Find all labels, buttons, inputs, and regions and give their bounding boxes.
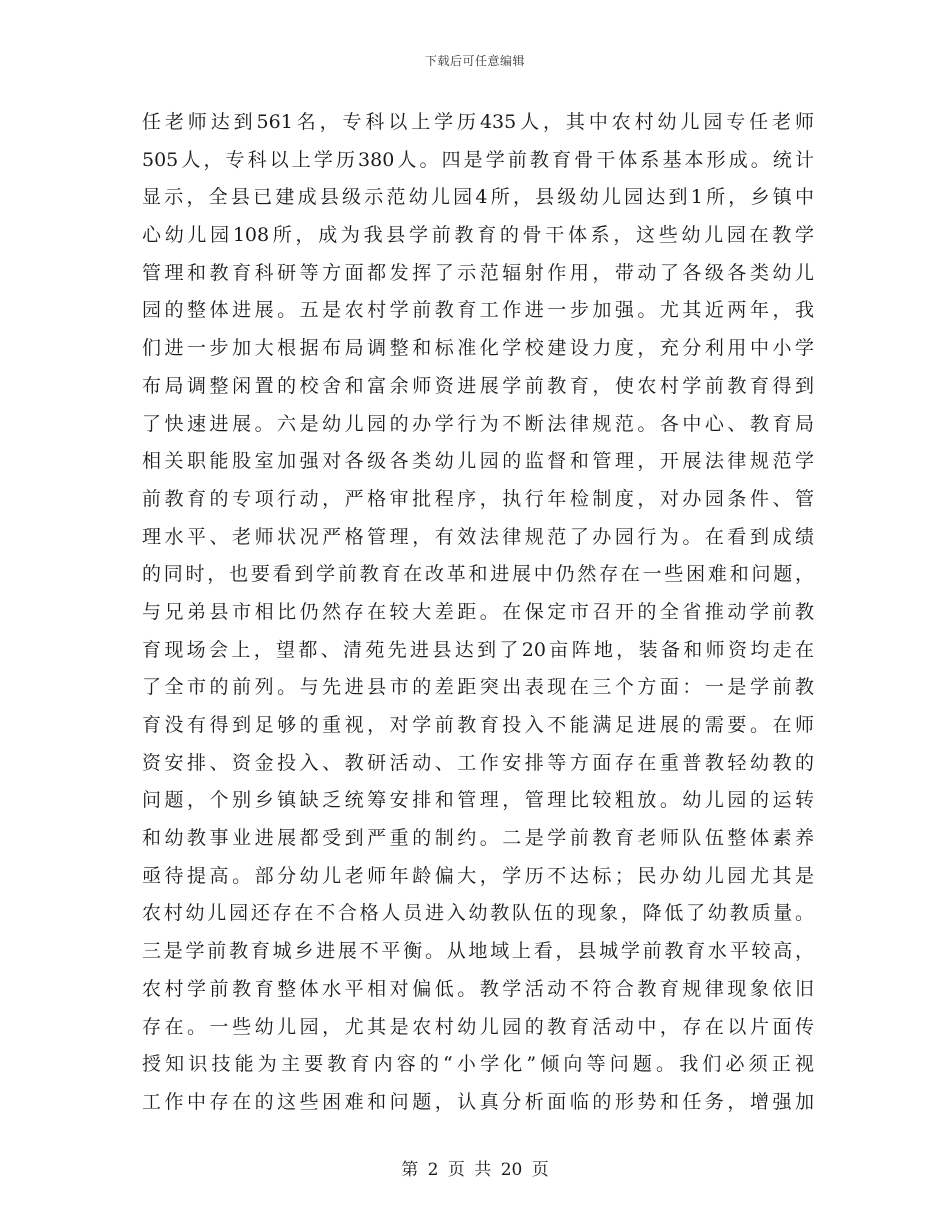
document-body (142, 104, 814, 1122)
text-line: 了快速进展。六是幼儿园的办学行为不断法律规范。各中心、教育局 (142, 412, 814, 435)
text-line: 资安排、资金投入、教研活动、工作安排等方面存在重普教轻幼教的 (142, 751, 814, 774)
text-line: 与兄弟县市相比仍然存在较大差距。在保定市召开的全省推动学前教 (142, 600, 814, 623)
text-line: 存在。一些幼儿园，尤其是农村幼儿园的教育活动中，存在以片面传 (142, 1015, 814, 1038)
text-line: 布局调整闲置的校舍和富余师资进展学前教育，使农村学前教育得到 (142, 374, 814, 397)
text-line: 的同时，也要看到学前教育在改革和进展中仍然存在一些困难和问题， (142, 563, 814, 586)
text-line: 问题，个别乡镇缺乏统筹安排和管理，管理比较粗放。幼儿园的运转 (142, 789, 814, 812)
text-line: 工作中存在的这些困难和问题，认真分析面临的形势和任务，增强加 (142, 1090, 814, 1113)
text-line: 相关职能股室加强对各级各类幼儿园的监督和管理，开展法律规范学 (142, 450, 814, 473)
text-line: 授知识技能为主要教育内容的“小学化”倾向等问题。我们必须正视 (142, 1053, 814, 1076)
text-line: 显示，全县已建成县级示范幼儿园4所，县级幼儿园达到1所，乡镇中 (142, 186, 814, 209)
text-line: 亟待提高。部分幼儿老师年龄偏大，学历不达标；民办幼儿园尤其是 (142, 864, 814, 887)
text-line: 园的整体进展。五是农村学前教育工作进一步加强。尤其近两年，我 (142, 299, 814, 322)
page-header-note: 下载后可任意编辑 (424, 54, 525, 68)
text-line: 们进一步加大根据布局调整和标准化学校建设力度，充分利用中小学 (142, 337, 814, 360)
text-line: 和幼教事业进展都受到严重的制约。二是学前教育老师队伍整体素养 (142, 827, 814, 850)
text-line: 育没有得到足够的重视，对学前教育投入不能满足进展的需要。在师 (142, 714, 814, 736)
text-line: 管理和教育科研等方面都发挥了示范辐射作用，带动了各级各类幼儿 (142, 261, 814, 284)
text-line: 前教育的专项行动，严格审批程序，执行年检制度，对办园条件、管 (142, 487, 814, 510)
text-line: 农村幼儿园还存在不合格人员进入幼教队伍的现象，降低了幼教质量。 (142, 902, 814, 925)
text-line: 了全市的前列。与先进县市的差距突出表现在三个方面：一是学前教 (142, 676, 814, 699)
text-line: 理水平、老师状况严格管理，有效法律规范了办园行为。在看到成绩 (142, 525, 814, 548)
text-line: 心幼儿园108所，成为我县学前教育的骨干体系，这些幼儿园在教学 (142, 224, 814, 247)
text-line: 505人，专科以上学历380人。四是学前教育骨干体系基本形成。统计 (142, 148, 814, 171)
text-line: 农村学前教育整体水平相对偏低。教学活动不符合教育规律现象依旧 (142, 977, 814, 1000)
page-number-footer: 第 2 页 共 20 页 (401, 1160, 549, 1180)
text-line: 任老师达到561名，专科以上学历435人，其中农村幼儿园专任老师 (142, 111, 814, 133)
text-line: 三是学前教育城乡进展不平衡。从地域上看，县城学前教育水平较高， (142, 940, 814, 963)
text-line: 育现场会上，望都、清苑先进县达到了20亩阵地，装备和师资均走在 (142, 638, 814, 661)
